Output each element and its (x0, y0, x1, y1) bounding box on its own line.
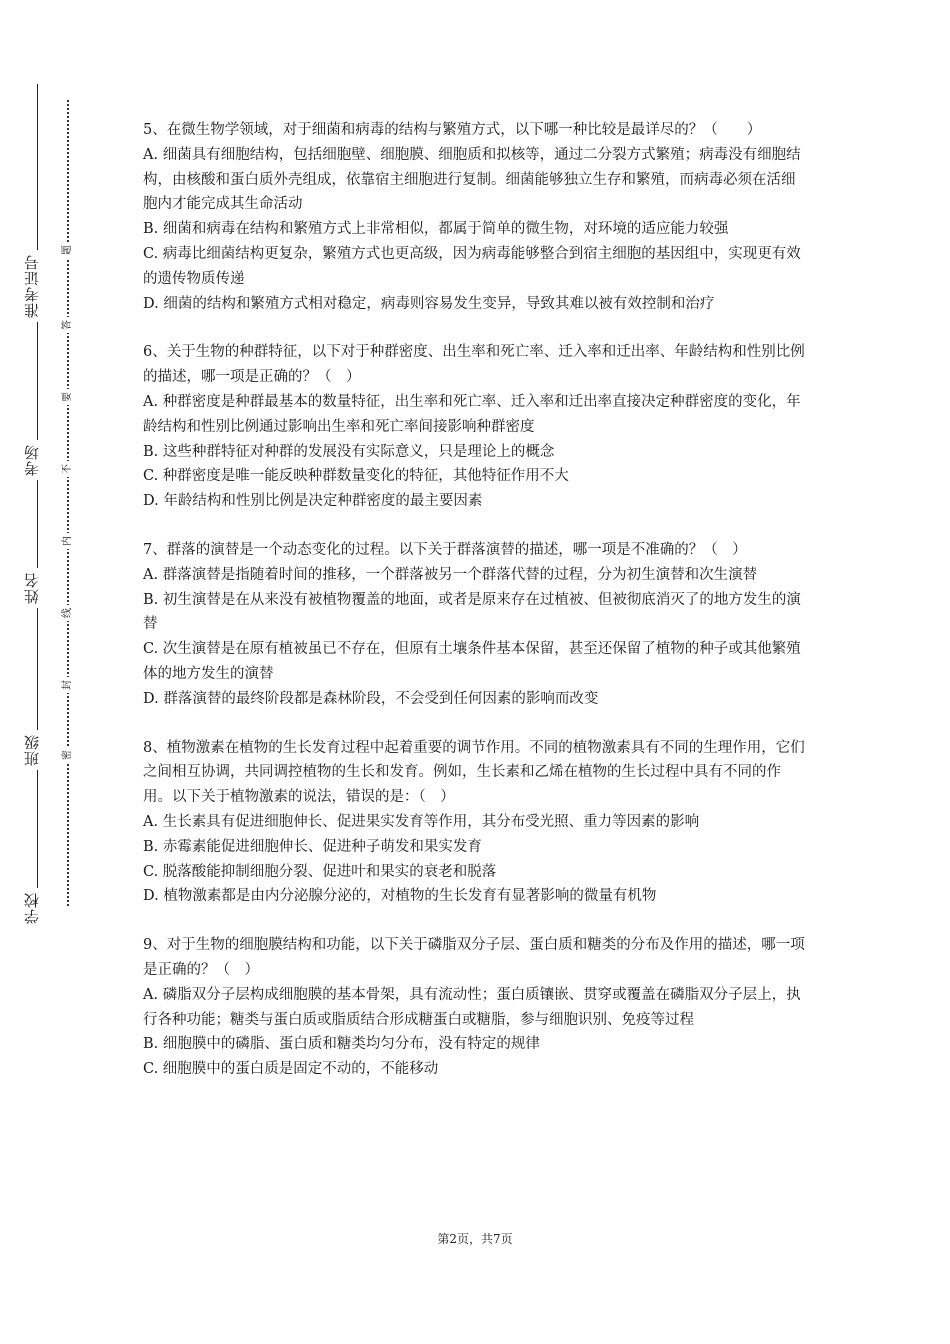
seal-dotted-line (67, 100, 69, 906)
option-a: A. 种群密度是种群最基本的数量特征，出生率和死亡率、迁入率和迁出率直接决定种群密度的变化，年龄结构和性别比例通过影响出生率和死亡率间接影响种群密度 (143, 393, 801, 435)
option-d: D. 群落演替的最终阶段都是森林阶段，不会受到任何因素的影响而改变 (143, 690, 599, 707)
option-b: B. 细胞膜中的磷脂、蛋白质和糖类均匀分布，没有特定的规律 (143, 1036, 540, 1053)
option-c: C. 细胞膜中的蛋白质是固定不动的，不能移动 (143, 1061, 439, 1078)
option-b: B. 初生演替是在从来没有被植物覆盖的地面，或者是原来存在过植被、但被彻底消灭了的地方发生的演替 (143, 591, 801, 633)
exam-room-label: 考场 (22, 440, 42, 480)
question-stem: 7、群落的演替是一个动态变化的过程。以下关于群落演替的描述，哪一项是不准确的？（ ） (143, 541, 747, 558)
option-d: D. 细菌的结构和繁殖方式相对稳定，病毒则容易发生变异，导致其难以被有效控制和治疗 (143, 295, 715, 312)
option-a: A. 群落演替是指随着时间的推移，一个群落被另一个群落代替的过程，分为初生演替和次生演替 (143, 566, 758, 583)
question-7 (143, 538, 808, 712)
question-stem: 6、关于生物的种群特征，以下对于种群密度、出生率和死亡率、迁入率和迁出率、年龄结构和性别比例的描述，哪一项是正确的？（ ） (143, 344, 805, 386)
exam-id-label: 准考证号 (22, 250, 42, 322)
option-b: B. 这些种群特征对种群的发展没有实际意义，只是理论上的概念 (143, 443, 555, 460)
question-6 (143, 340, 808, 514)
option-a: A. 磷脂双分子层构成细胞膜的基本骨架，具有流动性；蛋白质镶嵌、贯穿或覆盖在磷脂双分子层上，执行各种功能；糖类与蛋白质或脂质结合形成糖蛋白或糖脂，参与细胞识别、免疫等过程 (143, 986, 801, 1028)
seal-char: 封 (61, 677, 75, 693)
seal-char: 线 (61, 605, 75, 621)
seal-char: 题 (61, 242, 75, 258)
page-number: 第2页，共7页 (437, 1232, 513, 1246)
seal-char: 不 (61, 461, 75, 477)
option-c: C. 次生演替是在原有植被虽已不存在，但原有土壤条件基本保留，甚至还保留了植物的种子或其他繁殖体的地方发生的演替 (143, 641, 801, 682)
question-stem: 5、在微生物学领域，对于细菌和病毒的结构与繁殖方式，以下哪一种比较是最详尽的？（ ） (143, 122, 762, 138)
question-list (143, 118, 808, 1106)
seal-char: 密 (61, 747, 75, 763)
option-a: A. 生长素具有促进细胞伸长、促进果实发育等作用，其分布受光照、重力等因素的影响 (143, 813, 700, 830)
question-stem: 9、对于生物的细胞膜结构和功能，以下关于磷脂双分子层、蛋白质和糖类的分布及作用的描述，哪一项是正确的？（ ） (143, 937, 805, 978)
option-d: D. 年龄结构和性别比例是决定种群密度的最主要因素 (143, 493, 483, 510)
seal-char: 答 (61, 317, 75, 333)
option-c: C. 病毒比细菌结构更复杂，繁殖方式也更高级，因为病毒能够整合到宿主细胞的基因组中，实现更有效的遗传物质传递 (143, 245, 801, 287)
question-stem: 8、植物激素在植物的生长发育过程中起着重要的调节作用。不同的植物激素具有不同的生理作用，它们之间相互协调，共同调控植物的生长和发育。例如，生长素和乙烯在植物的生长过程中具有不同的作用。以下关于植物激素的说法，错误的是：（ ） (143, 739, 805, 806)
name-label: 姓名 (22, 568, 42, 608)
school-label: 学校 (22, 888, 42, 928)
question-9 (143, 933, 808, 1082)
binding-solid-line (37, 84, 38, 904)
class-label: 班级 (22, 730, 42, 770)
question-8 (143, 736, 808, 910)
option-b: B. 赤霉素能促进细胞伸长、促进种子萌发和果实发育 (143, 838, 482, 855)
option-b: B. 细菌和病毒在结构和繁殖方式上非常相似，都属于简单的微生物，对环境的适应能力较强 (143, 221, 729, 238)
option-a: A. 细菌具有细胞结构，包括细胞壁、细胞膜、细胞质和拟核等，通过二分裂方式繁殖；病毒没有细胞结构，由核酸和蛋白质外壳组成，依靠宿主细胞进行复制。细菌能够独立生存和繁殖，而病毒必须在活细胞内才能完成其生命活动 (143, 146, 801, 213)
option-c: C. 种群密度是唯一能反映种群数量变化的特征，其他特征作用不大 (143, 468, 569, 485)
option-d: D. 植物激素都是由内分泌腺分泌的，对植物的生长发育有显著影响的微量有机物 (143, 888, 657, 905)
seal-char: 内 (61, 533, 75, 549)
seal-char: 要 (61, 389, 75, 405)
option-c: C. 脱落酸能抑制细胞分裂、促进叶和果实的衰老和脱落 (143, 863, 497, 880)
question-5 (143, 118, 808, 316)
